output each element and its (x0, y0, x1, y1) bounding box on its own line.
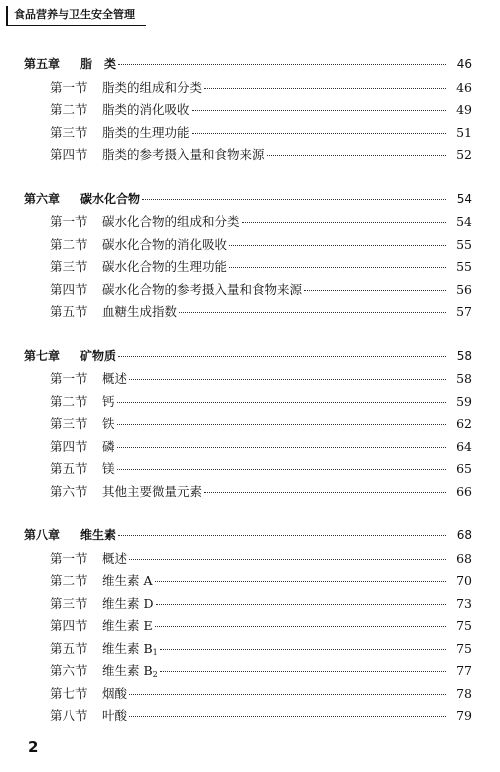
toc-section-row (0, 100, 500, 123)
dot-leader (118, 355, 446, 357)
toc-section-row (0, 257, 500, 280)
dot-leader (129, 558, 446, 560)
section-number: 第三节 (50, 124, 88, 140)
dot-leader (192, 109, 446, 111)
section-title-text: 钙 (102, 393, 115, 409)
toc-section-row (0, 482, 500, 505)
dot-leader (155, 625, 446, 627)
section-title (102, 414, 115, 432)
section-title-text: 脂类的生理功能 (102, 124, 190, 140)
section-title-text: 碳水化合物的消化吸收 (102, 236, 228, 252)
toc-section-row (0, 414, 500, 437)
section-title-text: 维生素 B (102, 640, 153, 656)
section-title-subscript: 1 (152, 647, 158, 657)
section-title-text: 维生素 D (102, 595, 154, 611)
table-of-contents (0, 55, 500, 751)
section-page: 75 (456, 618, 472, 633)
toc-section-row (0, 437, 500, 460)
section-number: 第二节 (50, 573, 88, 588)
page-number: 2 (28, 738, 39, 756)
section-title-text: 脂类的组成和分类 (102, 79, 203, 95)
section-number: 第六节 (50, 663, 88, 678)
section-number: 第二节 (50, 102, 88, 117)
dot-leader (118, 63, 446, 65)
dot-leader (192, 132, 446, 134)
section-title (102, 684, 127, 702)
section-page: 64 (456, 438, 472, 454)
section-page: 79 (456, 708, 472, 723)
dot-leader (179, 311, 446, 313)
toc-section-row (0, 706, 500, 729)
section-number: 第六节 (50, 483, 88, 499)
section-title (102, 616, 153, 634)
section-title (102, 369, 127, 387)
dot-leader (117, 468, 446, 470)
section-title (102, 482, 202, 500)
toc-section-row (0, 571, 500, 594)
section-title-text: 碳水化合物的参考摄入量和食物来源 (102, 281, 303, 297)
section-page: 75 (456, 640, 472, 656)
chapter-title: 碳水化合物 (80, 191, 141, 206)
toc-section-row (0, 302, 500, 325)
section-title (102, 639, 158, 657)
chapter-page: 54 (456, 191, 472, 206)
section-title (102, 571, 153, 589)
toc-section-row (0, 212, 500, 235)
dot-leader (142, 198, 446, 200)
chapter-title: 脂 类 (80, 57, 117, 71)
section-number: 第一节 (50, 214, 88, 229)
section-title-text: 脂类的消化吸收 (102, 102, 190, 117)
section-title (102, 235, 227, 253)
dot-leader (204, 87, 446, 89)
toc-section-row (0, 280, 500, 303)
section-page: 68 (456, 550, 472, 566)
section-title-text: 镁 (102, 461, 115, 476)
toc-chapter (0, 347, 500, 505)
toc-chapter (0, 526, 500, 729)
section-title-text: 磷 (102, 438, 115, 454)
toc-section-row (0, 616, 500, 639)
chapter-page: 46 (456, 57, 472, 71)
section-number: 第四节 (50, 618, 88, 633)
section-title (102, 280, 302, 298)
dot-leader (129, 378, 446, 380)
section-number: 第八节 (50, 708, 88, 723)
section-title-text: 碳水化合物的组成和分类 (102, 214, 240, 229)
section-title-text: 概述 (102, 550, 128, 566)
section-title (102, 459, 115, 477)
section-title-subscript: 2 (152, 670, 158, 679)
chapter-title: 维生素 (80, 528, 117, 542)
section-number: 第一节 (50, 79, 88, 95)
section-number: 第二节 (50, 393, 88, 409)
section-title (102, 123, 190, 141)
section-title (102, 437, 115, 455)
dot-leader (242, 221, 446, 223)
section-title (102, 302, 177, 320)
section-number: 第一节 (50, 550, 88, 566)
chapter-number: 第五章 (24, 57, 61, 71)
dot-leader (204, 491, 446, 493)
section-title (102, 78, 202, 96)
section-number: 第七节 (50, 685, 88, 701)
section-number: 第五节 (50, 304, 88, 319)
toc-section-row (0, 123, 500, 146)
section-page: 66 (456, 483, 472, 499)
section-title-text: 脂类的参考摄入量和食物来源 (102, 147, 265, 162)
section-page: 46 (456, 79, 472, 95)
toc-section-row (0, 661, 500, 684)
toc-chapter (0, 55, 500, 168)
section-number: 第三节 (50, 416, 88, 431)
section-title (102, 706, 127, 724)
section-title-text: 维生素 E (102, 618, 153, 633)
section-page: 57 (456, 304, 472, 319)
toc-section-row (0, 639, 500, 662)
toc-chapter (0, 190, 500, 325)
toc-section-row (0, 594, 500, 617)
section-number: 第五节 (50, 461, 88, 476)
section-page: 55 (456, 236, 472, 252)
section-page: 65 (456, 461, 472, 476)
chapter-page: 58 (456, 348, 472, 363)
chapter-title: 矿物质 (80, 348, 117, 363)
section-number: 第四节 (50, 281, 88, 297)
section-number: 第四节 (50, 147, 88, 162)
section-number: 第一节 (50, 371, 88, 386)
toc-chapter-row (0, 526, 500, 549)
section-title-text: 其他主要微量元素 (102, 483, 203, 499)
toc-chapter-row (0, 347, 500, 370)
dot-leader (118, 534, 446, 536)
dot-leader (229, 244, 446, 246)
toc-section-row (0, 78, 500, 101)
toc-chapter-row (0, 190, 500, 213)
section-page: 77 (456, 663, 472, 678)
section-number: 第三节 (50, 259, 88, 274)
toc-section-row (0, 684, 500, 707)
dot-leader (156, 603, 447, 605)
toc-section-row (0, 369, 500, 392)
dot-leader (129, 693, 446, 695)
toc-section-row (0, 459, 500, 482)
chapter-number: 第七章 (24, 348, 61, 363)
section-number: 第四节 (50, 438, 88, 454)
section-title-text: 铁 (102, 416, 115, 431)
running-header: 食品营养与卫生安全管理 (6, 6, 146, 26)
section-title (102, 392, 115, 410)
section-title (102, 100, 190, 118)
toc-section-row (0, 145, 500, 168)
section-page: 58 (456, 371, 472, 386)
dot-leader (155, 580, 446, 582)
section-page: 52 (456, 147, 472, 162)
section-title (102, 661, 158, 679)
dot-leader (117, 423, 446, 425)
section-page: 51 (456, 124, 472, 140)
chapter-number: 第六章 (24, 191, 61, 206)
dot-leader (304, 289, 446, 291)
section-title (102, 549, 127, 567)
dot-leader (117, 401, 446, 403)
section-title-text: 概述 (102, 371, 128, 386)
section-page: 59 (456, 393, 472, 409)
section-title (102, 594, 154, 612)
section-title-text: 血糖生成指数 (102, 304, 178, 319)
chapter-page: 68 (456, 528, 472, 542)
section-title-text: 维生素 A (102, 573, 153, 588)
dot-leader (117, 446, 446, 448)
toc-section-row (0, 549, 500, 572)
section-page: 73 (456, 595, 472, 611)
dot-leader (160, 648, 446, 650)
section-title (102, 145, 265, 163)
section-page: 55 (456, 259, 472, 274)
chapter-number: 第八章 (24, 528, 61, 542)
section-number: 第五节 (50, 640, 88, 656)
section-title-text: 维生素 B (102, 663, 153, 678)
section-title-text: 碳水化合物的生理功能 (102, 259, 228, 274)
section-page: 70 (456, 573, 472, 588)
section-title-text: 叶酸 (102, 708, 128, 723)
section-page: 62 (456, 416, 472, 431)
section-title (102, 212, 240, 230)
toc-section-row (0, 392, 500, 415)
section-page: 49 (456, 102, 472, 117)
toc-section-row (0, 235, 500, 258)
section-page: 56 (456, 281, 472, 297)
section-number: 第二节 (50, 236, 88, 252)
toc-chapter-row (0, 55, 500, 78)
section-page: 54 (456, 214, 472, 229)
section-title (102, 257, 227, 275)
dot-leader (129, 715, 446, 717)
dot-leader (267, 154, 446, 156)
section-number: 第三节 (50, 595, 88, 611)
dot-leader (229, 266, 446, 268)
dot-leader (160, 670, 446, 672)
section-page: 78 (456, 685, 472, 701)
section-title-text: 烟酸 (102, 685, 128, 701)
